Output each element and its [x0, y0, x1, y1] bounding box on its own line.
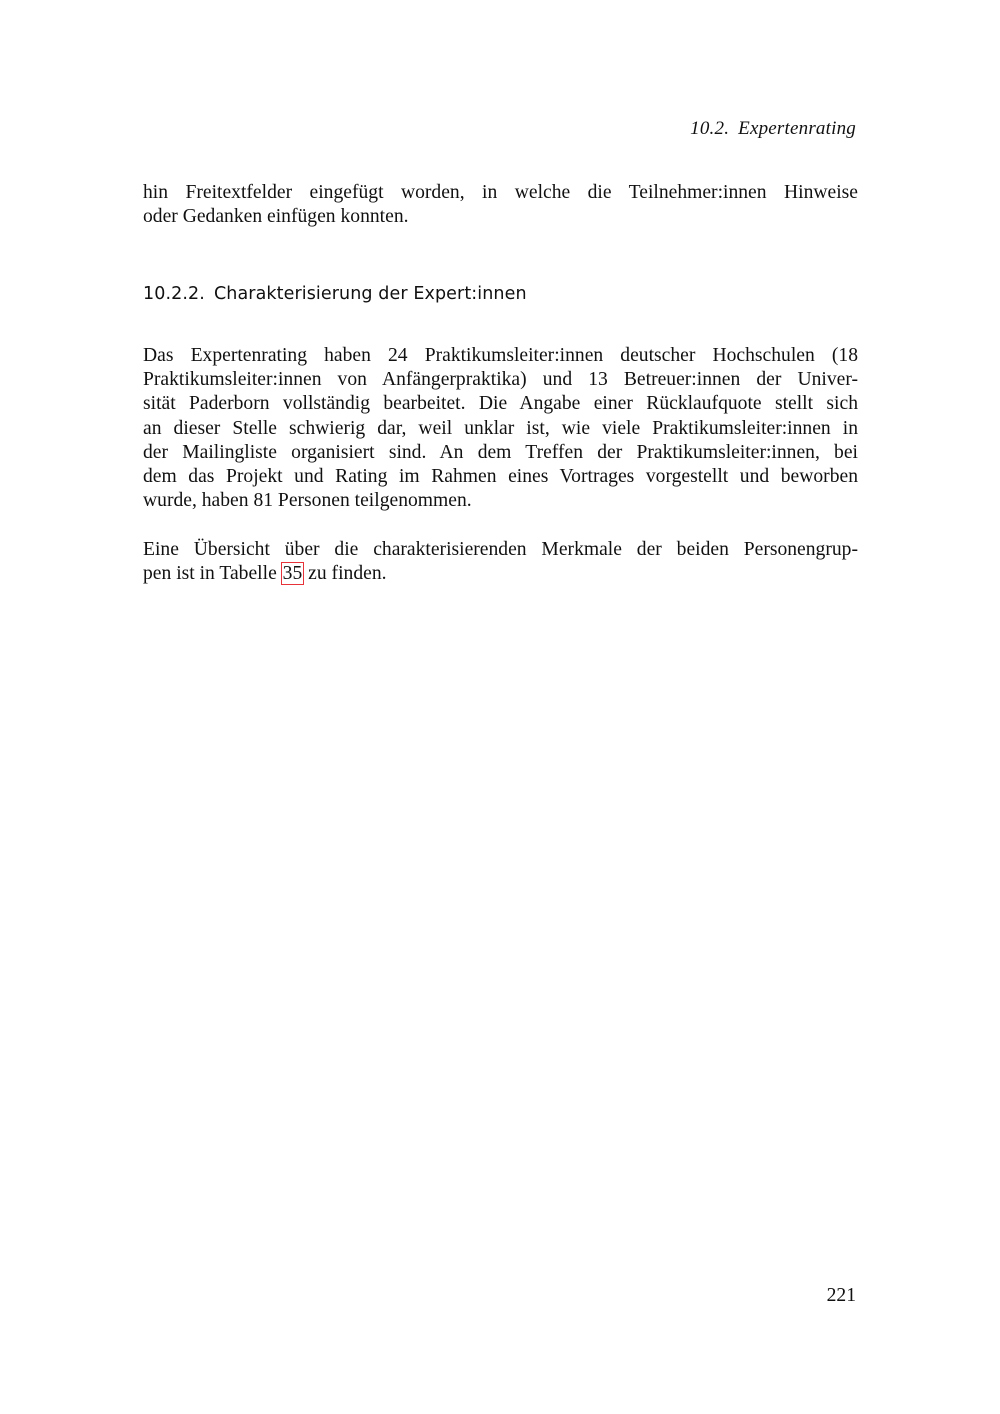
section-heading — [143, 284, 527, 304]
paragraph-line: Praktikumsleiter:innen von Anfängerpraktika) und 13 Betreuer:innen der Univer- — [143, 369, 858, 391]
paragraph-line: dem das Projekt und Rating im Rahmen eines Vortrages vorgestellt und beworben — [143, 466, 858, 488]
paragraph-line: Eine Übersicht über die charakterisierenden Merkmale der beiden Personengrup- — [143, 539, 858, 560]
section-heading-number: 10.2.2. — [143, 284, 205, 304]
header-section-title: Expertenrating — [738, 118, 856, 139]
page-number: 221 — [826, 1285, 856, 1306]
paragraph-line: oder Gedanken einfügen konnten. — [143, 206, 409, 228]
paragraph-line: an dieser Stelle schwierig dar, weil unklar ist, wie viele Praktikumsleiter:innen in — [143, 417, 858, 439]
paragraph-3 — [143, 538, 858, 586]
paragraph-line — [143, 562, 858, 586]
text-after-ref: zu finden. — [303, 563, 387, 585]
paragraph-1 — [143, 181, 858, 229]
paragraph-line: hin Freitextfelder eingefügt worden, in welche die Teilnehmer:innen Hinweise — [143, 182, 858, 203]
header-section-number: 10.2. — [690, 118, 730, 139]
paragraph-line: der Mailingliste organisiert sind. An dem Treffen der Praktikumsleiter:innen, bei — [143, 441, 858, 463]
paragraph-2 — [143, 344, 858, 513]
paragraph-line: sität Paderborn vollständig bearbeitet. Die Angabe einer Rücklaufquote stellt sich — [143, 393, 858, 415]
paragraph-line: Das Expertenrating haben 24 Praktikumsleiter:innen deutscher Hochschulen (18 — [143, 345, 858, 366]
text-before-ref: pen ist in Tabelle — [143, 563, 282, 585]
running-header — [690, 118, 856, 140]
table-reference-link[interactable]: 35 — [282, 563, 303, 585]
paragraph-line: wurde, haben 81 Personen teilgenommen. — [143, 490, 472, 512]
section-heading-title: Charakterisierung der Expert:innen — [213, 284, 527, 304]
